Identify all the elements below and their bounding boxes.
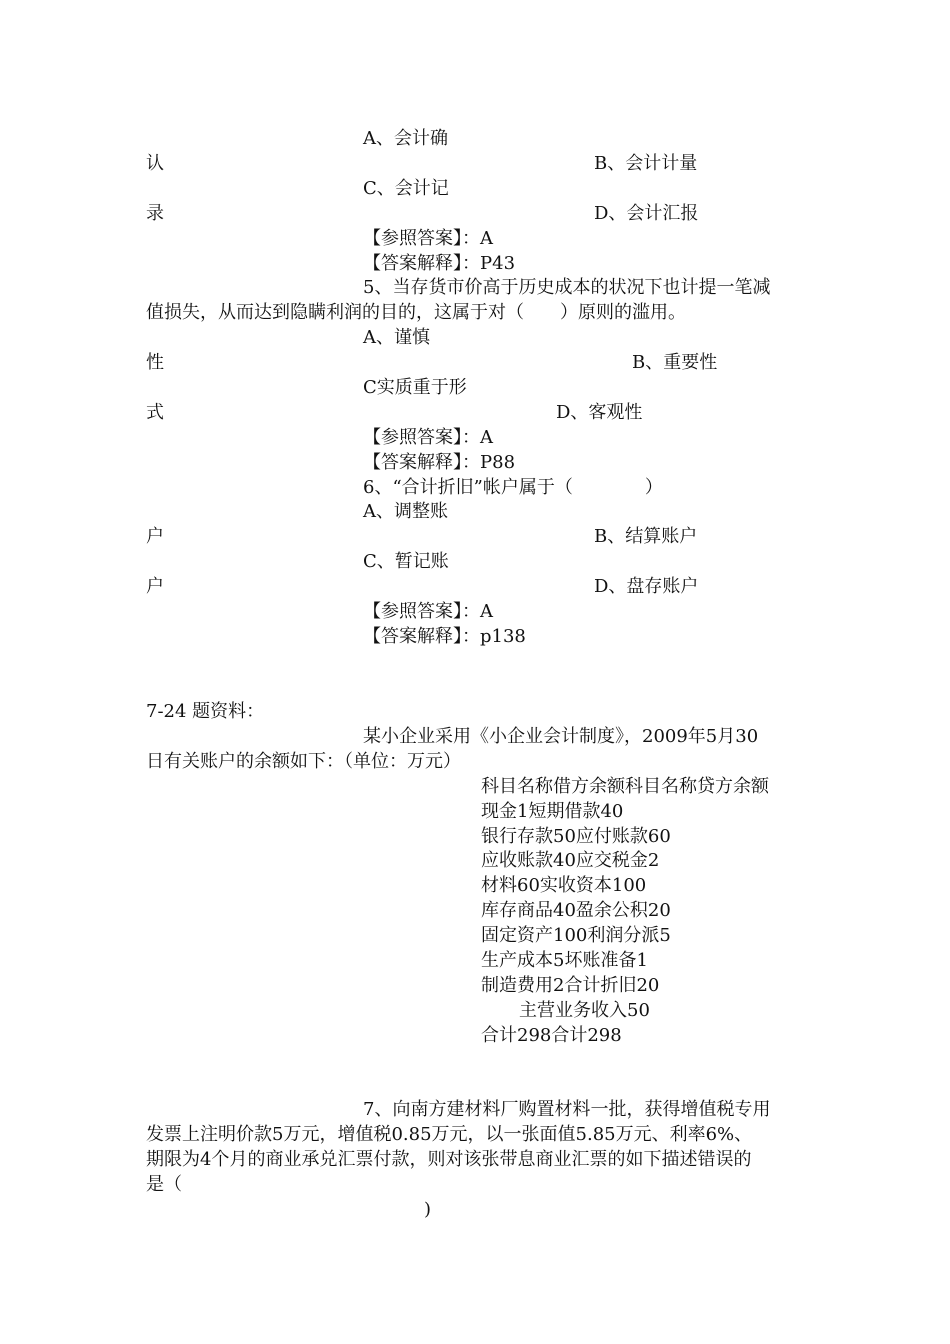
question-7-line-3: 期限为4个月的商业承兑汇票付款，则对该张带息商业汇票的如下描述错误的	[146, 1149, 752, 1170]
balance-row: 固定资产100利润分派5	[481, 925, 671, 946]
question-5-line-1: 5、当存货市价高于历史成本的状况下也计提一笔减	[363, 277, 771, 298]
option-c-start: C实质重于形	[363, 377, 467, 398]
option-b: B、重要性	[632, 352, 718, 373]
balance-row: 应收账款40应交税金2	[481, 850, 660, 871]
balance-row: 材料60实收资本100	[481, 875, 647, 896]
balance-row: 生产成本5坏账准备1	[481, 950, 648, 971]
option-c-start: C、暂记账	[363, 551, 449, 572]
option-d: D、客观性	[556, 402, 643, 423]
option-b: B、会计计量	[594, 153, 698, 174]
balance-row: 主营业务收入50	[519, 1000, 650, 1021]
question-7-line-1: 7、向南方建材料厂购置材料一批，获得增值税专用	[363, 1099, 771, 1120]
option-a-start: A、谨慎	[363, 327, 430, 348]
balance-row: 现金1短期借款40	[481, 801, 624, 822]
balance-total-row: 合计298合计298	[481, 1025, 622, 1046]
balance-row: 制造费用2合计折旧20	[481, 975, 660, 996]
balance-table-header: 科目名称借方余额科目名称贷方余额	[481, 776, 769, 797]
option-a-wrap: 性	[146, 352, 164, 373]
reference-answer: 【参照答案】：A	[363, 427, 493, 448]
option-d: D、盘存账户	[594, 576, 699, 597]
option-a-start: A、调整账	[363, 501, 448, 522]
answer-explanation: 【答案解释】：P43	[363, 253, 516, 274]
reference-answer: 【参照答案】：A	[363, 228, 493, 249]
option-c-wrap: 户	[146, 576, 164, 597]
answer-explanation: 【答案解释】：p138	[363, 626, 526, 647]
question-7-line-2: 发票上注明价款5万元，增值税0.85万元，以一张面值5.85万元、利率6%、	[146, 1124, 753, 1145]
option-b: B、结算账户	[594, 526, 698, 547]
option-c-wrap: 录	[146, 203, 164, 224]
option-a-wrap: 户	[146, 526, 164, 547]
option-a-start: A、会计确	[363, 128, 448, 149]
balance-row: 库存商品40盈余公积20	[481, 900, 671, 921]
option-c-wrap: 式	[146, 402, 164, 423]
answer-explanation: 【答案解释】：P88	[363, 452, 516, 473]
option-d: D、会计汇报	[594, 203, 699, 224]
balance-row: 银行存款50应付账款60	[481, 826, 671, 847]
question-5-line-2: 值损失，从而达到隐瞒利润的目的，这属于对（ ）原则的滥用。	[146, 302, 686, 323]
question-7-closing-paren: )	[424, 1199, 432, 1220]
material-heading: 7-24 题资料：	[146, 701, 265, 722]
option-c-start: C、会计记	[363, 178, 449, 199]
option-a-wrap: 认	[146, 153, 164, 174]
material-intro-line-1: 某小企业采用《小企业会计制度》，2009年5月30	[363, 726, 759, 747]
reference-answer: 【参照答案】：A	[363, 601, 493, 622]
question-7-line-4: 是（	[146, 1174, 182, 1195]
question-6: 6、“合计折旧”帐户属于（ ）	[363, 477, 663, 498]
material-intro-line-2: 日有关账户的余额如下：（单位：万元）	[146, 751, 461, 772]
